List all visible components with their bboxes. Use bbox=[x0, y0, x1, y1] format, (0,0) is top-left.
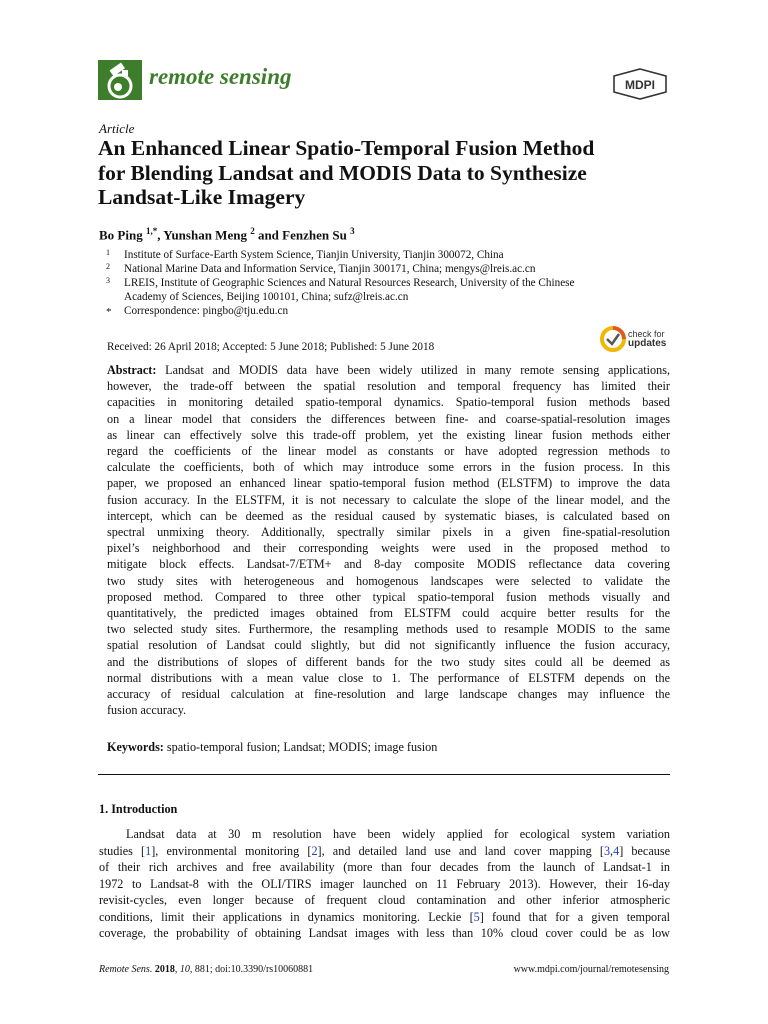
journal-name: remote sensing bbox=[149, 64, 292, 89]
abstract-line: mitigate block effects. Landsat-7/ETM+ and 8-day composite MODIS reflectance data covering bbox=[107, 557, 670, 572]
footer-doi: , 881; doi:10.3390/rs10060881 bbox=[189, 964, 314, 975]
abstract-label: Abstract: bbox=[107, 363, 157, 377]
abstract-line: as linear can effectively solve this trade-off problem, yet the existing linear fusion methods either bbox=[107, 427, 670, 442]
body-line bbox=[99, 859, 670, 876]
citation-link[interactable]: 1 bbox=[145, 843, 152, 858]
title-line: An Enhanced Linear Spatio-Temporal Fusion Method bbox=[98, 136, 595, 160]
abstract-line: pixel’s neighborhood and their corresponding weights were used in the proposed method to bbox=[107, 541, 670, 556]
introduction-body bbox=[99, 826, 670, 942]
section-heading: 1. Introduction bbox=[99, 802, 178, 816]
affiliation-number: 2 bbox=[106, 262, 110, 271]
publication-dates: Received: 26 April 2018; Accepted: 5 June 2018; Published: 5 June 2018 bbox=[107, 341, 435, 353]
abstract-line: spatial resolution of Landsat could slightly, but did not significantly influence the fusion accuracy, bbox=[107, 638, 670, 653]
title-line: for Blending Landsat and MODIS Data to Synthesize bbox=[98, 160, 587, 185]
title-line: Landsat-Like Imagery bbox=[98, 185, 306, 209]
abstract-line: on a linear model that considers the differences between fine- and coarse-spatial-resolution images bbox=[107, 411, 670, 426]
affiliation-item bbox=[104, 248, 674, 262]
abstract-line: capacities in monitoring detailed spatio-temporal dynamics. Spatio-temporal fusion methods based bbox=[107, 395, 670, 410]
affiliation-text: National Marine Data and Information Service, Tianjin 300171, China; mengys@lreis.ac.cn bbox=[124, 263, 536, 275]
body-text-segment: ], and detailed land use and land cover mapping [ bbox=[317, 843, 604, 858]
affiliation-number: 3 bbox=[106, 276, 110, 285]
body-line bbox=[99, 843, 670, 860]
affiliation-list bbox=[104, 248, 674, 318]
citation-link[interactable]: 5 bbox=[473, 909, 480, 924]
body-text-segment: ], environmental monitoring [ bbox=[151, 843, 312, 858]
abstract-line: and the distributions of slopes of different bands for the two study sites could all be deemed as bbox=[107, 654, 670, 669]
body-text-segment: studies [ bbox=[99, 843, 146, 858]
abstract-line: spectral unmixing theory. Additionally, spectrally similar pixels in a given fine-spatial-resolution bbox=[107, 525, 670, 540]
affiliation-number: 1 bbox=[106, 248, 110, 257]
citation-link[interactable]: 4 bbox=[613, 843, 620, 858]
abstract-line: however, the trade-off between the spatial resolution and temporal frequency has limited their bbox=[107, 379, 670, 394]
author-name: Bo Ping bbox=[99, 227, 143, 243]
keywords bbox=[107, 740, 437, 755]
body-line bbox=[99, 826, 670, 843]
check-updates-line1: check for bbox=[628, 329, 665, 339]
author-affiliation-mark: 2 bbox=[250, 226, 255, 236]
abstract-line bbox=[107, 362, 670, 378]
body-text-segment: 1972 to Landsat-8 with the OLI/TIRS imager launched on 11 February 2013). However, their 16-day bbox=[99, 876, 670, 891]
correspondence-mark: * bbox=[106, 306, 112, 318]
mdpi-logo bbox=[612, 68, 668, 100]
affiliation-text: Institute of Surface-Earth System Science, Tianjin University, Tianjin 300072, China bbox=[124, 249, 504, 261]
citation-link[interactable]: 3 bbox=[603, 843, 611, 858]
affiliation-text: LREIS, Institute of Geographic Sciences and Natural Resources Research, University of the Chinese bbox=[124, 277, 575, 289]
section-divider bbox=[98, 774, 670, 775]
body-line bbox=[99, 892, 670, 909]
body-text-segment: conditions, limit their applications in dynamics monitoring. Leckie [ bbox=[99, 909, 474, 924]
affiliation-item bbox=[104, 276, 674, 304]
affiliation-item bbox=[104, 262, 674, 276]
footer-citation: Remote Sens. 2018, 10, 881; doi:10.3390/rs10060881 bbox=[99, 964, 314, 975]
author-name: Yunshan Meng bbox=[163, 227, 247, 243]
author-separator: and bbox=[254, 227, 283, 243]
author-list bbox=[99, 226, 355, 243]
abstract bbox=[107, 362, 670, 718]
keywords-text: spatio-temporal fusion; Landsat; MODIS; image fusion bbox=[163, 740, 438, 754]
body-text-segment: revisit-cycles, even longer because of frequent cloud contamination and other inferior atmospheric bbox=[99, 893, 670, 907]
satellite-earth-icon bbox=[98, 60, 142, 100]
abstract-line: paper, we proposed an enhanced linear spatio-temporal fusion method (ELSTFM) to improve the data bbox=[107, 476, 670, 491]
check-updates-label bbox=[628, 329, 666, 349]
abstract-line: proposed method. Compared to three other typical spatio-temporal fusion methods visually and bbox=[107, 589, 670, 604]
body-line bbox=[99, 876, 670, 893]
check-updates-icon bbox=[600, 326, 626, 354]
article-type: Article bbox=[99, 121, 135, 136]
correspondence-text: Correspondence: pingbo@tju.edu.cn bbox=[124, 305, 289, 317]
author-affiliation-mark: 3 bbox=[350, 226, 355, 236]
author-separator: , bbox=[157, 227, 164, 243]
keywords-label: Keywords: bbox=[107, 740, 164, 754]
affiliation-text: Academy of Sciences, Beijing 100101, China; sufz@lreis.ac.cn bbox=[124, 291, 409, 303]
footer-volume: 10 bbox=[179, 964, 190, 975]
mdpi-logo-text: MDPI bbox=[625, 78, 655, 92]
abstract-line: regard the coefficients of the linear model as constants or have adopted regression methods to bbox=[107, 444, 670, 459]
abstract-line: two selected study sites. Furthermore, the resampling methods used to resample MODIS to the same bbox=[107, 622, 670, 637]
author-affiliation-mark: 1,* bbox=[145, 226, 158, 236]
author-name: Fenzhen Su bbox=[282, 227, 347, 243]
abstract-line: accuracy of residual calculation at fine-resolution and large landscape changes may influence the bbox=[107, 687, 670, 702]
abstract-line: calculate the coefficients, both of which may introduce some errors in the fusion process. In this bbox=[107, 460, 670, 475]
body-text-segment: of their rich archives and free availability (more than four decades from the launch of Landsat-1 in bbox=[99, 860, 670, 874]
footer-journal-abbr: Remote Sens. bbox=[99, 964, 153, 975]
abstract-line: quantitatively, the predicted images obtained from ELSTFM could acquire better results for the bbox=[107, 606, 670, 621]
check-updates-line2: updates bbox=[628, 338, 667, 349]
footer-year: 2018 bbox=[154, 964, 175, 975]
footer-journal-url[interactable]: www.mdpi.com/journal/remotesensing bbox=[513, 964, 669, 975]
article-title bbox=[98, 136, 678, 210]
abstract-line: fusion accuracy. bbox=[107, 703, 187, 718]
abstract-line: intercept, which can be deemed as the residual caused by systematic biases, is calculated based on bbox=[107, 508, 670, 523]
body-text-segment: , bbox=[610, 843, 614, 858]
body-text-segment: Landsat data at 30 m resolution have been widely applied for ecological system variation bbox=[126, 827, 670, 841]
body-text-segment: ] because bbox=[619, 843, 670, 858]
affiliation-item bbox=[104, 304, 674, 318]
abstract-text: Landsat and MODIS data have been widely utilized in many remote sensing applications, bbox=[156, 363, 670, 377]
abstract-line: fusion accuracy. In the ELSTFM, it is not necessary to calculate the slope of the linear model, and the bbox=[107, 492, 670, 507]
abstract-line: normal distributions with a mean value close to 1. The performance of ELSTFM depends on the bbox=[107, 670, 670, 685]
body-line bbox=[99, 909, 670, 926]
body-line bbox=[99, 925, 670, 942]
abstract-line: two study sites with heterogeneous and homogenous landscapes were selected to validate the bbox=[107, 573, 670, 588]
check-for-updates-badge[interactable] bbox=[600, 326, 674, 356]
body-text-segment: coverage, the probability of obtaining Landsat images with less than 10% cloud cover could be as low bbox=[99, 926, 670, 940]
citation-link[interactable]: 2 bbox=[311, 843, 318, 858]
body-text-segment: ] found that for a given temporal bbox=[479, 909, 671, 924]
